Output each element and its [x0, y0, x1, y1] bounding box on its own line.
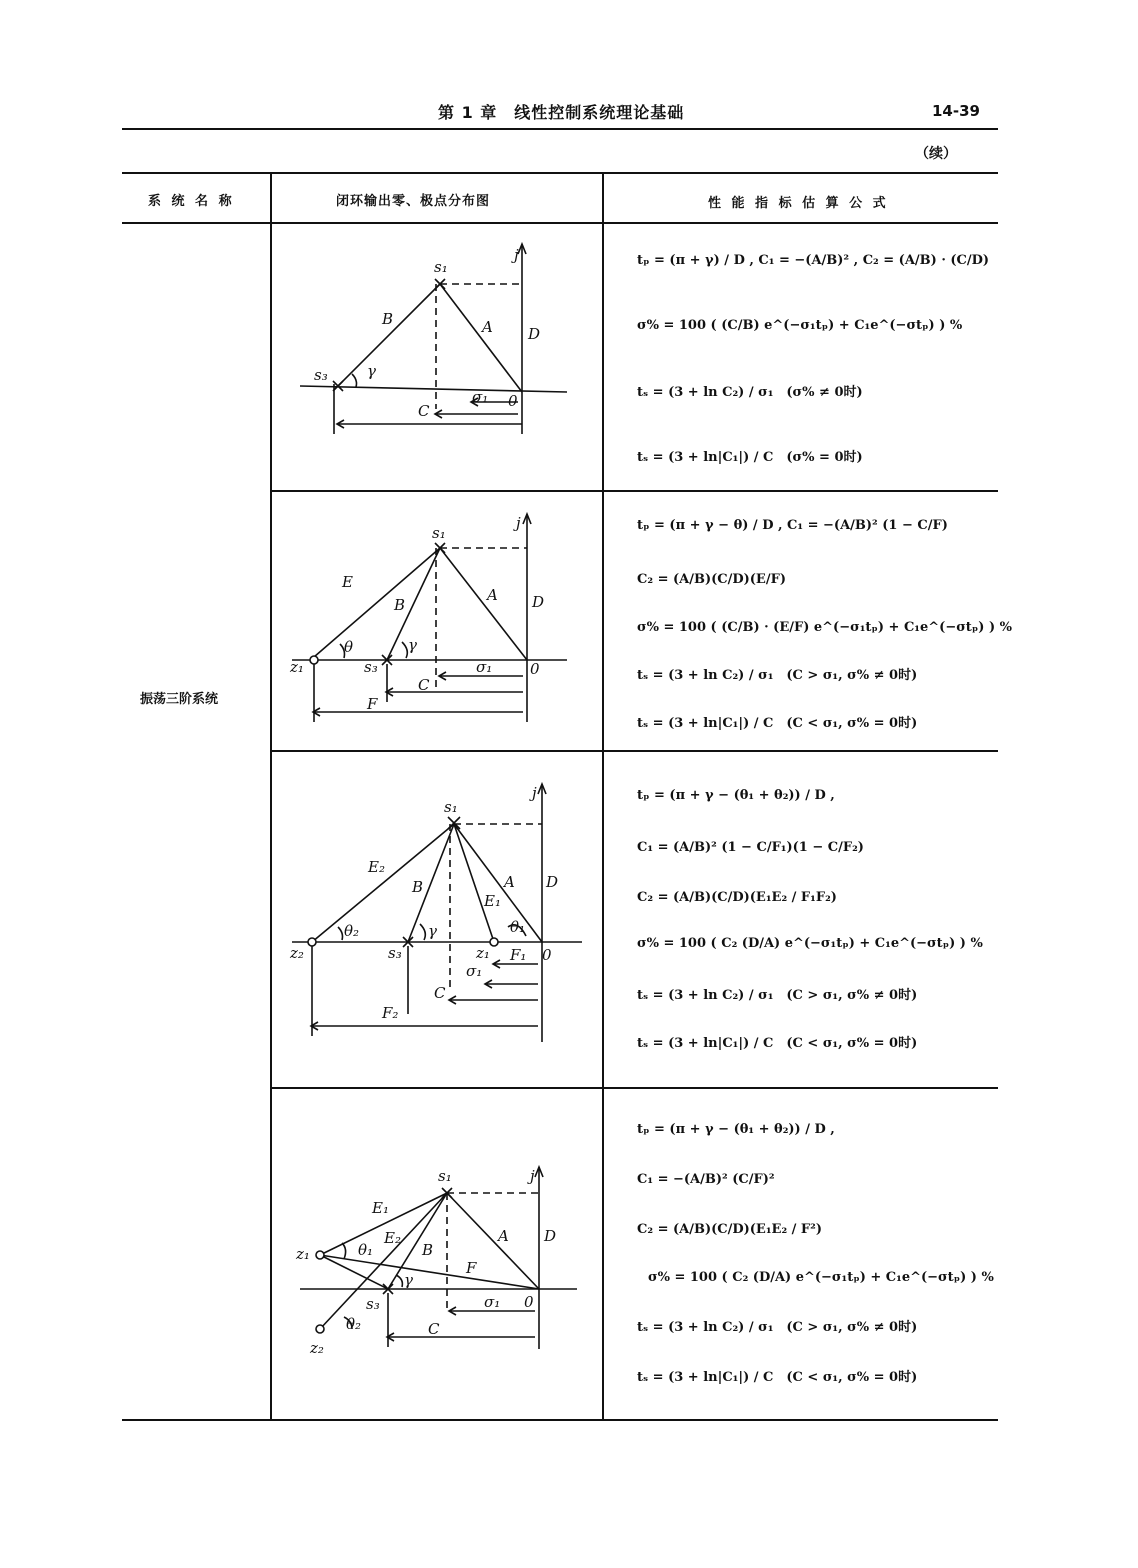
formula-r3-6: tₛ = (3 + ln|C₁|) / C (C < σ₁, σ% = 0时) — [637, 1036, 918, 1051]
label-j: j — [516, 514, 521, 532]
column-header-formulas: 性 能 指 标 估 算 公 式 — [708, 196, 889, 211]
continued-label: （续） — [915, 146, 957, 162]
column-header-system-name: 系 统 名 称 — [148, 194, 235, 209]
label-F2: F₂ — [382, 1004, 399, 1022]
formula-r3-5: tₛ = (3 + ln C₂) / σ₁ (C > σ₁, σ% ≠ 0时) — [637, 988, 918, 1003]
vector-A — [440, 548, 527, 660]
pole-zero-diagram-2 — [272, 492, 600, 750]
label-s3: s₃ — [364, 658, 378, 676]
label-gamma: γ — [367, 362, 376, 380]
label-z1: z₁ — [290, 658, 304, 676]
label-theta: θ — [344, 638, 354, 656]
label-j: j — [514, 246, 519, 264]
label-origin: 0 — [508, 392, 518, 410]
vector-A — [454, 824, 542, 942]
label-origin: 0 — [530, 660, 540, 678]
label-j: j — [532, 784, 537, 802]
table-bottom-rule — [122, 1419, 998, 1421]
label-s1: s₁ — [434, 258, 448, 276]
vector-E1 — [454, 824, 494, 942]
formula-r1-3: tₛ = (3 + ln C₂) / σ₁ (σ% ≠ 0时) — [637, 385, 863, 400]
column-header-diagram: 闭环输出零、极点分布图 — [336, 194, 491, 209]
label-E1: E₁ — [372, 1199, 389, 1217]
formula-r2-2: C₂ = (A/B)(C/D)(E/F) — [637, 572, 786, 587]
label-gamma: γ — [408, 636, 417, 654]
label-A: A — [487, 586, 498, 604]
formula-r2-3: σ% = 100 ( (C/B) · (E/F) e^(−σ₁tₚ) + C₁e^(−σtₚ) ) % — [637, 620, 1012, 635]
label-s1: s₁ — [432, 524, 446, 542]
label-F: F — [367, 695, 378, 713]
label-origin: 0 — [542, 946, 552, 964]
label-C: C — [428, 1320, 440, 1338]
pole-s1 — [448, 817, 460, 829]
label-D: D — [528, 325, 541, 343]
header-rule — [122, 128, 998, 130]
label-B: B — [422, 1241, 434, 1259]
formula-r4-3: C₂ = (A/B)(C/D)(E₁E₂ / F²) — [637, 1222, 823, 1237]
pole-zero-diagram-3 — [272, 752, 600, 1087]
label-s3: s₃ — [314, 366, 328, 384]
label-C: C — [434, 984, 446, 1002]
label-A: A — [482, 318, 493, 336]
label-D: D — [532, 593, 545, 611]
label-z1: z₁ — [476, 944, 490, 962]
label-theta1: θ₁ — [510, 918, 526, 936]
vector-E — [314, 548, 440, 657]
label-B: B — [394, 596, 406, 614]
label-s1: s₁ — [438, 1167, 452, 1185]
formula-r4-4: σ% = 100 ( C₂ (D/A) e^(−σ₁tₚ) + C₁e^(−σtₚ) ) % — [648, 1270, 994, 1285]
label-sigma1: σ₁ — [466, 962, 483, 980]
label-theta2: θ₂ — [344, 922, 360, 940]
page-number: 14-39 — [932, 102, 980, 120]
vector-B — [338, 284, 440, 386]
formula-r1-2: σ% = 100 ( (C/B) e^(−σ₁tₚ) + C₁e^(−σtₚ) ) % — [637, 318, 963, 333]
label-z2: z₂ — [290, 944, 304, 962]
formula-r3-4: σ% = 100 ( C₂ (D/A) e^(−σ₁tₚ) + C₁e^(−σtₚ) ) % — [637, 936, 983, 951]
pole-zero-diagram-4 — [272, 1089, 600, 1419]
pole-zero-diagram-1 — [272, 224, 600, 490]
zero-z2 — [308, 938, 316, 946]
label-theta2: θ₂ — [346, 1315, 362, 1333]
label-theta1: θ₁ — [358, 1241, 374, 1259]
label-s1: s₁ — [444, 798, 458, 816]
zero-z2 — [316, 1325, 324, 1333]
table-top-rule — [122, 172, 998, 174]
label-A: A — [498, 1227, 509, 1245]
formula-r3-3: C₂ = (A/B)(C/D)(E₁E₂ / F₁F₂) — [637, 890, 837, 905]
label-j: j — [530, 1167, 535, 1185]
zero-z1 — [310, 656, 318, 664]
label-D: D — [544, 1227, 557, 1245]
vector-A — [447, 1193, 539, 1289]
label-E: E — [342, 573, 353, 591]
formula-r4-2: C₁ = −(A/B)² (C/F)² — [637, 1172, 775, 1187]
label-gamma: γ — [404, 1271, 413, 1289]
zero-z1 — [490, 938, 498, 946]
label-F1: F₁ — [510, 946, 527, 964]
label-A: A — [504, 873, 515, 891]
label-E1: E₁ — [484, 892, 501, 910]
label-s3: s₃ — [366, 1295, 380, 1313]
system-name: 振荡三阶系统 — [140, 692, 219, 707]
formula-r3-1: tₚ = (π + γ − (θ₁ + θ₂)) / D , — [637, 788, 835, 803]
label-B: B — [412, 878, 424, 896]
chapter-title: 第 1 章 线性控制系统理论基础 — [438, 103, 685, 122]
label-gamma: γ — [428, 922, 437, 940]
formula-r2-4: tₛ = (3 + ln C₂) / σ₁ (C > σ₁, σ% ≠ 0时) — [637, 668, 918, 683]
formula-r3-2: C₁ = (A/B)² (1 − C/F₁)(1 − C/F₂) — [637, 840, 864, 855]
label-s3: s₃ — [388, 944, 402, 962]
label-z1: z₁ — [296, 1245, 310, 1263]
formula-r4-5: tₛ = (3 + ln C₂) / σ₁ (C > σ₁, σ% ≠ 0时) — [637, 1320, 918, 1335]
column-divider-2 — [602, 172, 604, 1420]
formula-r1-4: tₛ = (3 + ln|C₁|) / C (σ% = 0时) — [637, 450, 863, 465]
label-origin: 0 — [524, 1293, 534, 1311]
label-sigma1: σ₁ — [472, 388, 489, 406]
label-D: D — [546, 873, 559, 891]
formula-r4-6: tₛ = (3 + ln|C₁|) / C (C < σ₁, σ% = 0时) — [637, 1370, 918, 1385]
label-C: C — [418, 402, 430, 420]
label-E2: E₂ — [368, 858, 385, 876]
label-z2: z₂ — [310, 1339, 324, 1357]
label-B: B — [382, 310, 394, 328]
label-sigma1: σ₁ — [484, 1293, 501, 1311]
formula-r2-1: tₚ = (π + γ − θ) / D , C₁ = −(A/B)² (1 − C/F) — [637, 518, 948, 533]
vector-A — [440, 284, 522, 392]
formula-r1-1: tₚ = (π + γ) / D , C₁ = −(A/B)² , C₂ = (A/B) · (C/D) — [637, 253, 990, 268]
formula-r2-5: tₛ = (3 + ln|C₁|) / C (C < σ₁, σ% = 0时) — [637, 716, 918, 731]
formula-r4-1: tₚ = (π + γ − (θ₁ + θ₂)) / D , — [637, 1122, 835, 1137]
label-sigma1: σ₁ — [476, 658, 493, 676]
label-C: C — [418, 676, 430, 694]
zero-z1 — [316, 1251, 324, 1259]
label-F: F — [466, 1259, 477, 1277]
label-E2: E₂ — [384, 1229, 401, 1247]
